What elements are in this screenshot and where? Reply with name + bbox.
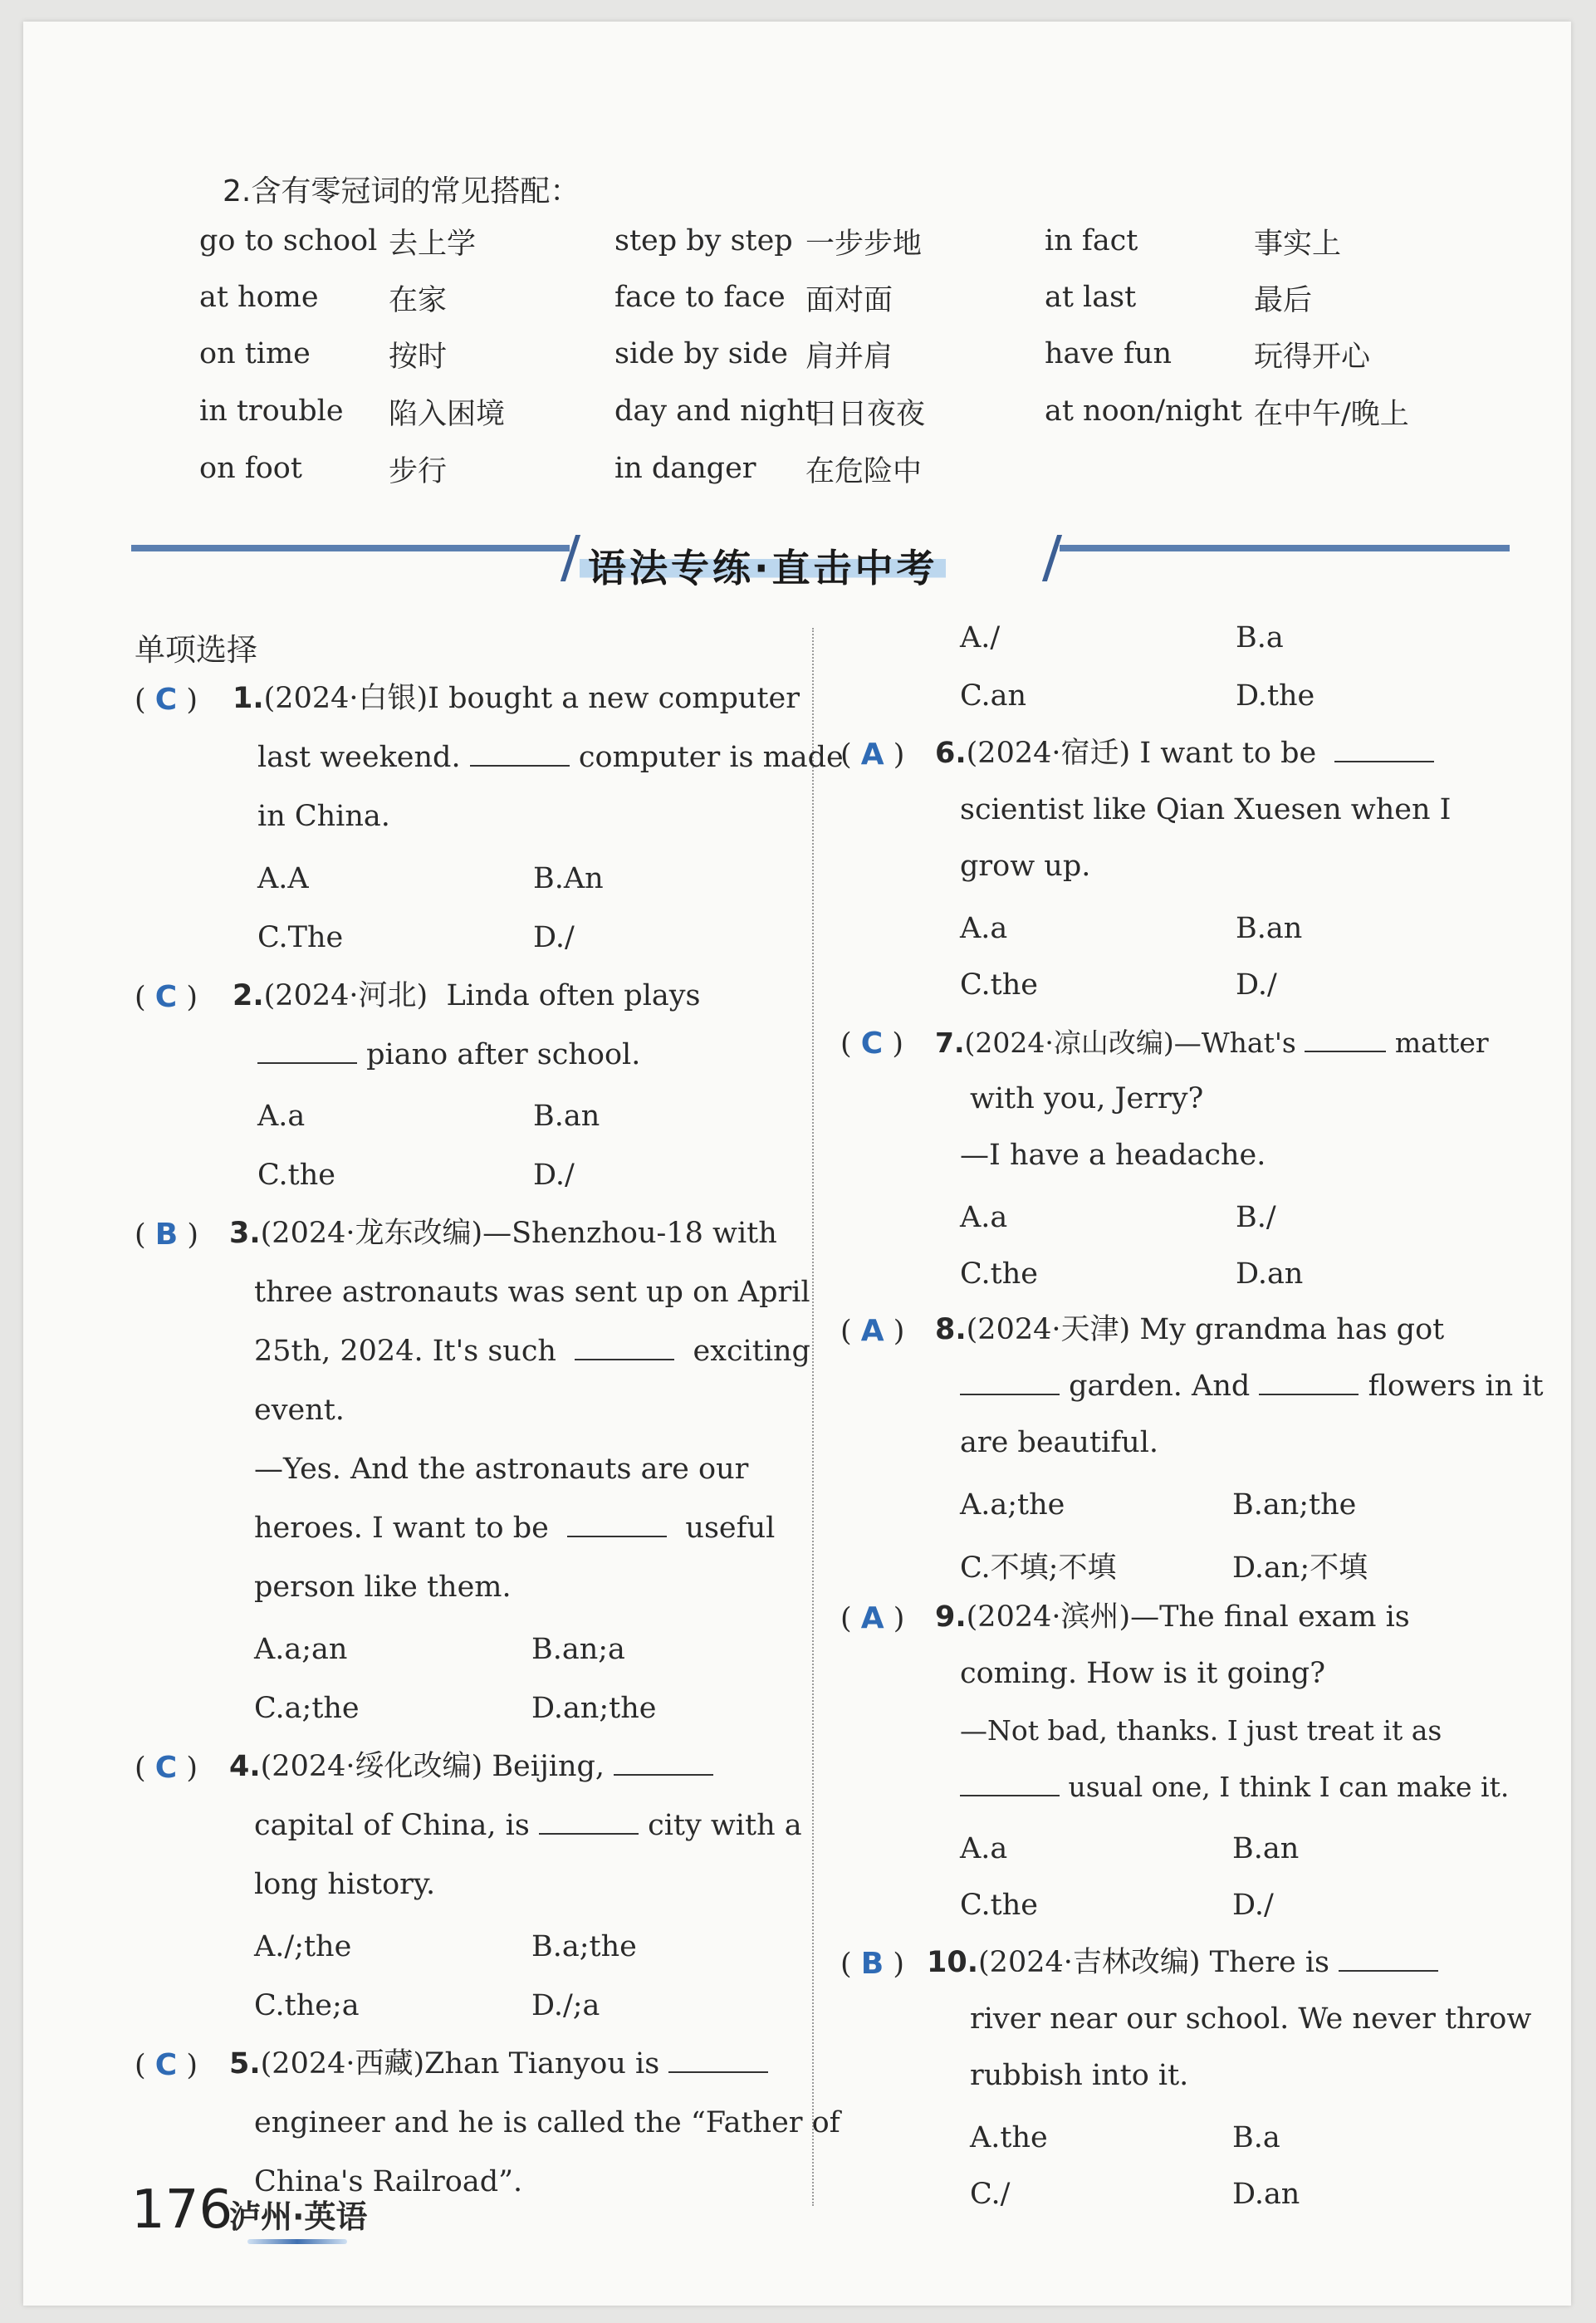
answer: C [154,980,178,1014]
question-text: grow up. [960,850,1091,883]
question-text: long history. [254,1868,436,1901]
question-number: 9. [935,1600,967,1634]
banner-slash-left [561,535,580,581]
collocation-en: at last [1045,281,1137,314]
page [23,22,1571,2306]
question-text: scientist like Qian Xuesen when I [960,793,1452,826]
question-text: matter [1394,1027,1489,1059]
option: B.an [1236,912,1303,945]
collocation-zh: 事实上 [1254,228,1342,261]
answer-blank [614,1774,713,1776]
banner-title: 语法专练·直击中考 [580,538,946,593]
option: C.不填;不填 [960,1551,1117,1585]
question-text: exciting [693,1335,810,1368]
question-text: China's Railroad”. [254,2165,523,2198]
answer-bracket: ( C ) [840,1027,903,1061]
collocation-zh: 最后 [1254,284,1313,317]
question-number: 4. [229,1750,261,1783]
option: B./ [1236,1201,1276,1234]
option: D./ [533,1159,575,1192]
answer: B [860,1947,884,1981]
question-text: I want to be [1139,737,1317,770]
section-subheading: 单项选择 [135,632,257,668]
question-text: rubbish into it. [970,2059,1189,2092]
collocation-zh: 一步步地 [805,228,923,261]
question-text: last weekend. [257,741,461,774]
answer-blank [960,1795,1060,1796]
question-text: river near our school. We never throw [970,2002,1532,2036]
question-text: I bought a new computer [428,682,800,715]
option: D./ [1236,968,1277,1002]
question-source: (2024·天津) [966,1313,1131,1346]
option: A.the [970,2121,1048,2154]
answer-bracket: ( A ) [840,1601,905,1635]
answer: C [154,1751,178,1785]
answer: A [860,1601,884,1635]
collocation-zh: 肩并肩 [805,341,893,374]
footer-label: 泸州·英语 [229,2198,368,2235]
banner-slash-right [1042,535,1062,581]
question-text: are beautiful. [960,1426,1159,1459]
question-text: with you, Jerry? [970,1082,1204,1115]
collocation-en: go to school [199,224,378,257]
collocation-en: on foot [199,452,302,485]
answer-blank [1339,1970,1438,1972]
question-source: (2024·凉山改编) [964,1027,1174,1059]
question-text: person like them. [254,1571,512,1604]
question-text: Zhan Tianyou is [424,2047,660,2080]
option: C.the;a [254,1989,360,2022]
answer: C [860,1027,884,1061]
question-source: (2024·绥化改编) [260,1750,483,1783]
option: A.a;the [960,1488,1065,1522]
option: B.a [1232,2121,1280,2154]
answer-blank [470,765,570,767]
answer: B [154,1218,179,1252]
question-source: (2024·滨州) [966,1600,1131,1634]
question-number: 6. [935,737,967,770]
question-text: —The final exam is [1130,1600,1410,1634]
option: D./ [533,921,575,954]
question-text: There is [1209,1946,1329,1979]
option: A.a [960,912,1008,945]
question-text: usual one, I think I can make it. [1068,1771,1510,1803]
question-number: 5. [229,2047,261,2080]
option: C.the [257,1159,335,1192]
collocation-zh: 在家 [389,284,448,317]
answer: A [860,1314,884,1348]
collocation-zh: 日日夜夜 [809,398,926,431]
question-text: event. [254,1394,345,1427]
question-number: 10. [927,1946,979,1979]
answer-blank [575,1359,674,1360]
question-number: 2. [233,979,264,1012]
question-text: heroes. I want to be [254,1512,549,1545]
answer-bracket: ( C ) [135,683,198,717]
collocation-zh: 在危险中 [805,455,923,488]
question-text: city with a [648,1809,802,1842]
column-divider [812,628,814,2206]
question-number: 1. [233,682,264,715]
option: C.an [960,679,1027,713]
option: C.the [960,1889,1038,1922]
footer-decoration [247,2239,347,2244]
question-text: Linda often plays [446,979,701,1012]
question-text: —Yes. And the astronauts are our [254,1453,749,1486]
question-source: (2024·白银) [263,682,428,715]
question-number: 3. [229,1217,261,1250]
answer-bracket: ( B ) [840,1947,905,1981]
option: B.an [533,1100,600,1133]
answer: C [154,683,178,717]
question-text: —Shenzhou-18 with [482,1217,777,1250]
answer-blank [1305,1051,1386,1052]
answer-blank [1259,1394,1359,1395]
question-text: piano after school. [366,1038,641,1071]
answer: C [154,2048,178,2082]
option: A./;the [254,1930,352,1963]
question-text: coming. How is it going? [960,1657,1325,1690]
question-text: in China. [257,800,390,833]
collocation-en: on time [199,337,311,370]
option: D.an [1236,1257,1304,1291]
answer-bracket: ( C ) [135,980,198,1014]
collocation-en: face to face [614,281,786,314]
collocation-en: at home [199,281,319,314]
question-number: 7. [935,1027,965,1059]
question-text: flowers in it [1368,1370,1544,1403]
answer-bracket: ( B ) [135,1218,199,1252]
answer-bracket: ( A ) [840,738,905,772]
answer-bracket: ( C ) [135,1751,198,1785]
collocation-en: step by step [614,224,793,257]
question-source: (2024·西藏) [260,2047,425,2080]
answer-blank [1334,761,1434,762]
option: C.the [960,1257,1038,1291]
option: A.a [257,1100,306,1133]
option: D.an;不填 [1232,1551,1368,1585]
option: B.an [1232,1832,1300,1865]
question-source: (2024·河北) [263,979,428,1012]
answer: A [860,738,884,772]
question-text: three astronauts was sent up on April [254,1276,810,1309]
answer-bracket: ( C ) [135,2048,198,2082]
question-source: (2024·龙东改编) [260,1217,483,1250]
question-source: (2024·宿迁) [966,737,1131,770]
answer-blank [539,1833,639,1835]
option: B.a [1236,621,1284,654]
question-text: Beijing, [492,1750,605,1783]
option: A.a;an [254,1633,348,1666]
question-text: My grandma has got [1139,1313,1445,1346]
answer-bracket: ( A ) [840,1314,905,1348]
option: D./;a [531,1989,600,2022]
collocation-zh: 玩得开心 [1254,341,1371,374]
question-text: —I have a headache. [960,1139,1266,1172]
question-text: computer is made [578,741,844,774]
option: D./ [1232,1889,1274,1922]
question-text: engineer and he is called the “Father of [254,2106,840,2139]
answer-blank [668,2071,768,2073]
collocation-en: have fun [1045,337,1173,370]
option: A.a [960,1832,1008,1865]
option: C./ [970,2178,1011,2211]
question-number: 8. [935,1313,967,1346]
collocation-zh: 陷入困境 [389,398,506,431]
option: B.an;a [531,1633,625,1666]
question-text: 25th, 2024. It's such [254,1335,556,1368]
question-source: (2024·吉林改编) [978,1946,1201,1979]
option: A.A [257,862,309,895]
collocation-zh: 去上学 [389,228,477,261]
collocation-zh: 面对面 [805,284,893,317]
section-title: 2.含有零冠词的常见搭配： [223,174,580,208]
answer-blank [567,1536,667,1537]
question-text: —What's [1173,1027,1296,1059]
collocation-en: in fact [1045,224,1138,257]
option: D.an [1232,2178,1300,2211]
question-text: capital of China, is [254,1809,530,1842]
option: C.a;the [254,1692,360,1725]
page-number: 176 [131,2179,233,2241]
question-text: useful [685,1512,776,1545]
option: C.the [960,968,1038,1002]
option: D.an;the [531,1692,657,1725]
option: D.the [1236,679,1315,713]
answer-blank [960,1394,1060,1395]
option: A./ [960,621,1001,654]
question-text: garden. And [1069,1370,1251,1403]
collocation-en: day and night [614,395,817,428]
collocation-en: side by side [614,337,788,370]
collocation-zh: 步行 [389,455,448,488]
option: B.an;the [1232,1488,1357,1522]
banner-rule-left [131,545,570,551]
collocation-en: in trouble [199,395,344,428]
option: B.An [533,862,604,895]
collocation-en: at noon/night [1045,395,1242,428]
collocation-zh: 按时 [389,341,448,374]
question-text: —Not bad, thanks. I just treat it as [960,1714,1442,1747]
collocation-zh: 在中午/晚上 [1254,398,1409,431]
option: C.The [257,921,344,954]
answer-blank [257,1062,357,1064]
collocation-en: in danger [614,452,756,485]
banner-rule-right [1060,545,1510,551]
option: B.a;the [531,1930,637,1963]
option: A.a [960,1201,1008,1234]
